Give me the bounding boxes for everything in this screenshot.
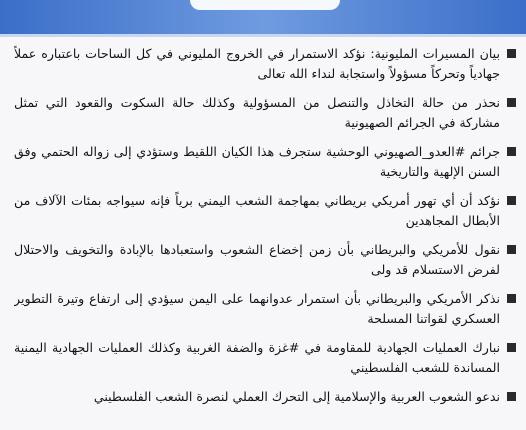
list-item: [14, 240, 518, 280]
square-bullet-icon: [507, 147, 516, 156]
square-bullet-icon: [507, 343, 516, 352]
list-item: [14, 191, 518, 231]
list-item-text: نبارك العمليات الجهادية للمقاومة في #غزة والضفة الغربية وكذلك العمليات الجهادية اليمنية المساندة للشعب الفلسطيني: [14, 340, 500, 375]
statement-list: [14, 44, 518, 430]
header-divider: [0, 34, 526, 37]
list-item-text: نقول للأمريكي والبريطاني بأن زمن إخضاع الشعوب واستعبادها بالإبادة والتخويف والاحتلال لفرض الاستسلام قد ولى: [14, 242, 500, 277]
list-item: [14, 387, 518, 407]
square-bullet-icon: [507, 392, 516, 401]
list-item-text: جرائم #العدو_الصهيوني الوحشية ستجرف هذا الكيان اللقيط وستؤدي إلى زواله الحتمي وفق السنن الإلهية والتاريخية: [14, 144, 500, 179]
square-bullet-icon: [507, 98, 516, 107]
header-tab: [190, 0, 340, 10]
list-item: [14, 93, 518, 133]
square-bullet-icon: [507, 196, 516, 205]
list-item-text: نؤكد أن أي تهور أمريكي بريطاني بمهاجمة الشعب اليمني برياً فإنه سيواجه بمئات الآلاف من الأبطال المجاهدين: [14, 193, 500, 228]
list-item: [14, 338, 518, 378]
square-bullet-icon: [507, 245, 516, 254]
list-item-text: بيان المسيرات المليونية: نؤكد الاستمرار في الخروج المليوني في كل الساحات باعتباره عملاً جهادياً وتحركاً مسؤولاً واستجابة لنداء الله تعالى: [14, 46, 500, 81]
list-item: [14, 142, 518, 182]
square-bullet-icon: [507, 294, 516, 303]
list-item: [14, 44, 518, 84]
square-bullet-icon: [507, 49, 516, 58]
list-item: [14, 289, 518, 329]
list-item-text: ندعو الشعوب العربية والإسلامية إلى التحرك العملي لنصرة الشعب الفلسطيني: [93, 389, 500, 404]
list-item-text: نذكر الأمريكي والبريطاني بأن استمرار عدوانهما على اليمن سيؤدي إلى ارتفاع وتيرة التطوير العسكري لقواتنا المسلحة: [14, 291, 500, 326]
list-item-text: نحذر من حالة التخاذل والتنصل من المسؤولية وكذلك حالة السكوت والقعود التي تمثل مشاركة في الجرائم الصهيونية: [14, 95, 500, 130]
